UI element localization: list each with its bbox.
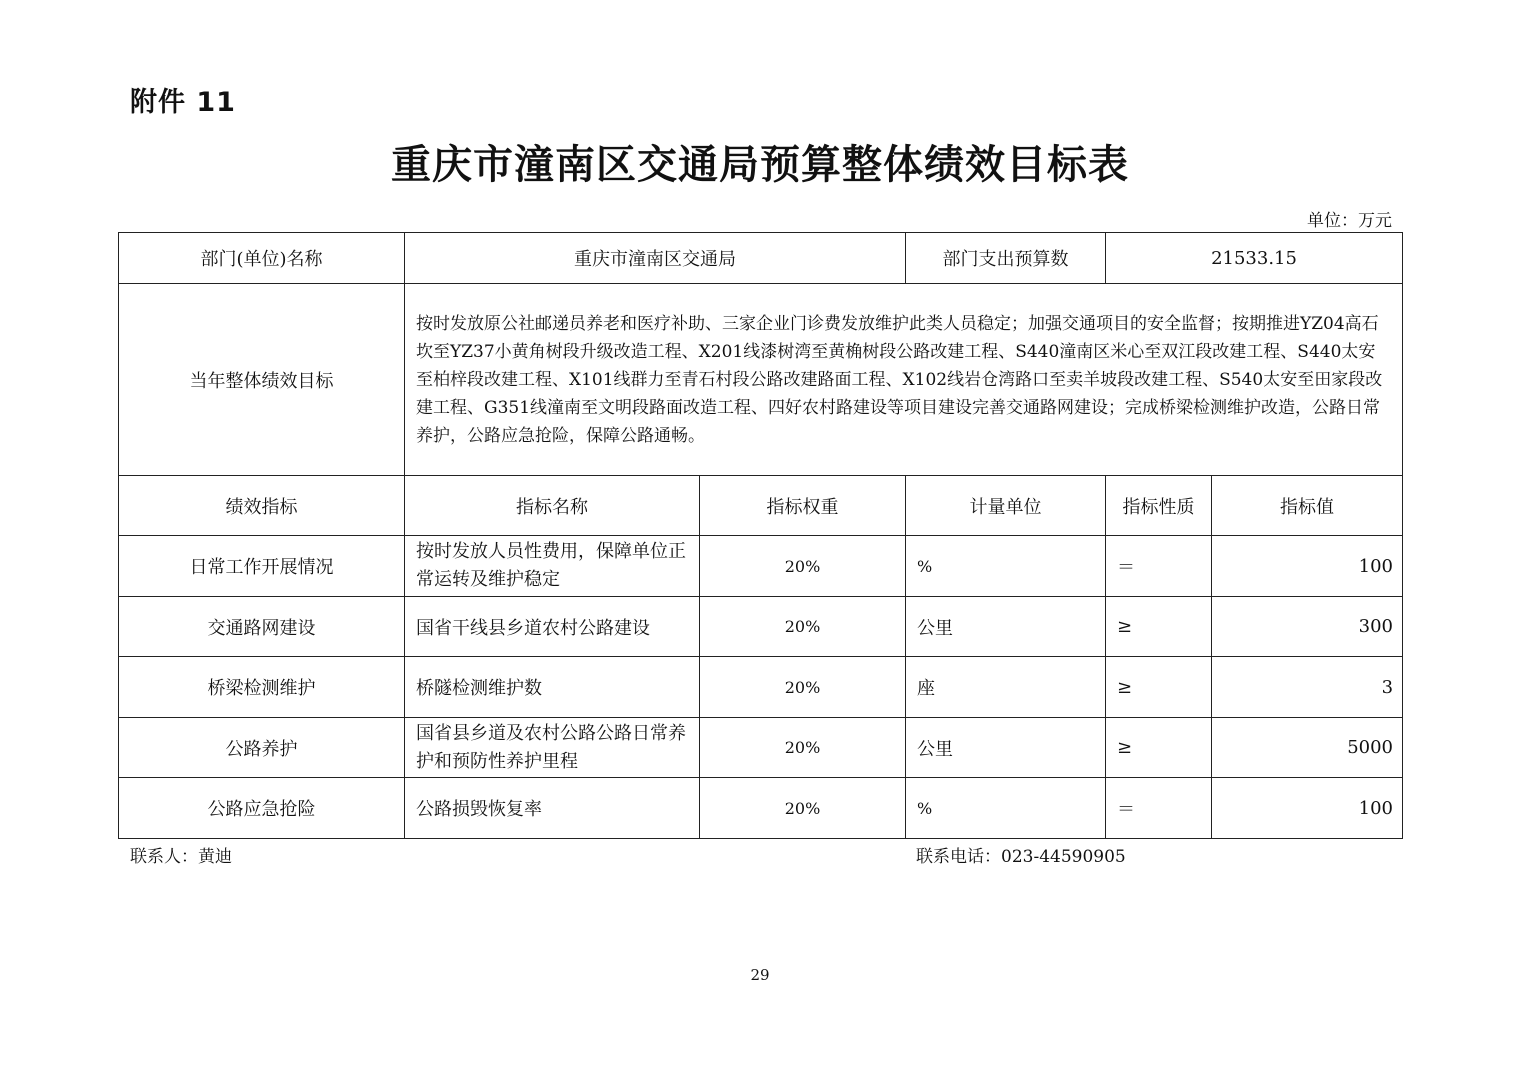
col-header-value: 指标值 <box>1212 476 1403 536</box>
page-number: 29 <box>750 966 770 984</box>
col-header-unit: 计量单位 <box>906 476 1106 536</box>
indicator-cell: 交通路网建设 <box>119 597 405 657</box>
nature-cell: ＝ <box>1106 536 1212 597</box>
indicator-name-cell: 国省干线县乡道农村公路建设 <box>405 597 700 657</box>
value-cell: 100 <box>1212 778 1403 839</box>
budget-label-cell: 部门支出预算数 <box>906 233 1106 284</box>
indicator-name-cell: 按时发放人员性费用，保障单位正常运转及维护稳定 <box>405 536 700 597</box>
goal-text-cell: 按时发放原公社邮递员养老和医疗补助、三家企业门诊费发放维护此类人员稳定；加强交通项目的安全监督；按期推进YZ04高石坎至YZ37小黄角树段升级改造工程、X201线漆树湾至黄桷树段公路改建工程、S440潼南区米心至双江段改建工程、S440太安至柏梓段改建工程、X101线群力至青石村段公路改建路面工程、X102线岩仓湾路口至卖羊坡段改建工程、S540太安至田家段改建工程、G351线潼南至文明段路面改造工程、四好农村路建设等项目建设完善交通路网建设；完成桥梁检测维护改造，公路日常养护，公路应急抢险，保障公路通畅。 <box>405 284 1403 476</box>
page-title: 重庆市潼南区交通局预算整体绩效目标表 <box>391 141 1129 188</box>
table-row <box>119 597 1403 657</box>
col-header-nature: 指标性质 <box>1106 476 1212 536</box>
indicator-cell: 公路应急抢险 <box>119 778 405 839</box>
col-header-name: 指标名称 <box>405 476 700 536</box>
indicator-name-cell: 国省县乡道及农村公路公路日常养护和预防性养护里程 <box>405 718 700 778</box>
weight-cell: 20% <box>700 597 906 657</box>
weight-cell: 20% <box>700 718 906 778</box>
table-row <box>119 657 1403 718</box>
table-row <box>119 536 1403 597</box>
table-row <box>119 778 1403 839</box>
nature-cell: ≥ <box>1106 657 1212 718</box>
unit-cell: 公里 <box>906 718 1106 778</box>
goal-row <box>119 284 1403 476</box>
indicator-name-cell: 桥隧检测维护数 <box>405 657 700 718</box>
weight-cell: 20% <box>700 657 906 718</box>
contact-phone: 联系电话：023-44590905 <box>916 847 1126 867</box>
value-cell: 300 <box>1212 597 1403 657</box>
indicator-cell: 日常工作开展情况 <box>119 536 405 597</box>
header-row <box>119 233 1403 284</box>
contact-person: 联系人：黄迪 <box>130 847 232 867</box>
value-cell: 5000 <box>1212 718 1403 778</box>
budget-value-cell: 21533.15 <box>1106 233 1403 284</box>
weight-cell: 20% <box>700 536 906 597</box>
unit-cell: % <box>906 778 1106 839</box>
value-cell: 100 <box>1212 536 1403 597</box>
unit-cell: 座 <box>906 657 1106 718</box>
col-header-weight: 指标权重 <box>700 476 906 536</box>
nature-cell: ≥ <box>1106 597 1212 657</box>
nature-cell: ＝ <box>1106 778 1212 839</box>
attachment-label: 附件 11 <box>130 87 236 118</box>
indicator-name-cell: 公路损毁恢复率 <box>405 778 700 839</box>
column-header-row <box>119 476 1403 536</box>
unit-cell: 公里 <box>906 597 1106 657</box>
unit-label: 单位：万元 <box>1307 211 1392 231</box>
unit-cell: % <box>906 536 1106 597</box>
weight-cell: 20% <box>700 778 906 839</box>
indicator-cell: 公路养护 <box>119 718 405 778</box>
nature-cell: ≥ <box>1106 718 1212 778</box>
indicator-cell: 桥梁检测维护 <box>119 657 405 718</box>
dept-name-cell: 重庆市潼南区交通局 <box>405 233 906 284</box>
dept-label-cell: 部门(单位)名称 <box>119 233 405 284</box>
table-row <box>119 718 1403 778</box>
goal-label-cell: 当年整体绩效目标 <box>119 284 405 476</box>
col-header-indicator: 绩效指标 <box>119 476 405 536</box>
performance-target-table <box>118 232 1403 839</box>
value-cell: 3 <box>1212 657 1403 718</box>
